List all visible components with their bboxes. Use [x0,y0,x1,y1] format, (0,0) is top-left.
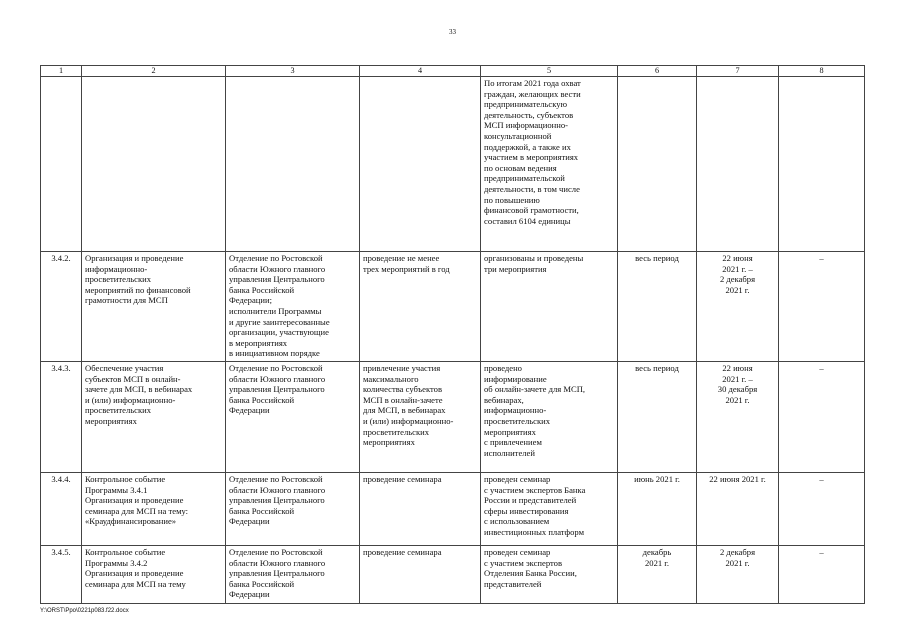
notes-cell: – [779,252,865,362]
notes-cell: – [779,362,865,473]
actual-period-cell: 22 июня 2021 г. – 30 декабря 2021 г. [697,362,779,473]
table-row [41,77,865,252]
planned-period-cell: весь период [618,362,697,473]
row-number: 3.4.3. [41,362,82,473]
event-name-cell: Обеспечение участия субъектов МСП в онлайн- зачете для МСП, в вебинарах и (или) информационно- просветительских мероприятиях [82,362,226,473]
notes-cell: – [779,546,865,604]
expected-result-cell: проведение семинара [360,473,481,546]
column-header: 5 [481,66,618,77]
actual-result-cell: организованы и проведены три мероприятия [481,252,618,362]
page-number: 33 [449,28,456,36]
actual-period-cell: 22 июня 2021 г. [697,473,779,546]
executor-cell: Отделение по Ростовской области Южного главного управления Центрального банка Российской Федерации [226,362,360,473]
executor-cell: Отделение по Ростовской области Южного главного управления Центрального банка Российской Федерации; исполнители Программы и другие заинтересованные организации, участвующие в мероприятиях в инициативном порядке [226,252,360,362]
row-number: 3.4.4. [41,473,82,546]
table-row [41,546,865,604]
header-row [41,66,865,77]
row-number [41,77,82,252]
expected-result-cell: привлечение участия максимального количества субъектов МСП в онлайн-зачете для МСП, в вебинарах и (или) информационно- просветительских мероприятиях [360,362,481,473]
notes-cell [779,77,865,252]
row-number: 3.4.2. [41,252,82,362]
actual-result-cell: проведен семинар с участием экспертов Банка России и представителей сферы инвестирования с использованием инвестиционных платформ [481,473,618,546]
actual-period-cell: 2 декабря 2021 г. [697,546,779,604]
expected-result-cell: проведение не менее трех мероприятий в год [360,252,481,362]
executor-cell: Отделение по Ростовской области Южного главного управления Центрального банка Российской Федерации [226,473,360,546]
file-path-footer: Y:\ORST\Ppo\0221p083.f22.docx [40,608,129,614]
actual-period-cell [697,77,779,252]
event-name-cell: Контрольное событие Программы 3.4.1 Организация и проведение семинара для МСП на тему: «Краудфинансирование» [82,473,226,546]
column-header: 2 [82,66,226,77]
program-table [40,65,865,604]
notes-cell: – [779,473,865,546]
actual-result-cell: По итогам 2021 года охват граждан, желающих вести предпринимательскую деятельность, субъектов МСП информационно- консультационной поддержкой, а также их участием в мероприятиях по основам ведения предпринимательской деятельности, в том числе по повышению финансовой грамотности, составил 6104 единицы [481,77,618,252]
column-header: 8 [779,66,865,77]
table-row [41,252,865,362]
executor-cell: Отделение по Ростовской области Южного главного управления Центрального банка Российской Федерации [226,546,360,604]
planned-period-cell: июнь 2021 г. [618,473,697,546]
actual-result-cell: проведен семинар с участием экспертов Отделения Банка России, представителей [481,546,618,604]
planned-period-cell: декабрь 2021 г. [618,546,697,604]
table-row [41,362,865,473]
planned-period-cell: весь период [618,252,697,362]
column-header: 3 [226,66,360,77]
event-name-cell [82,77,226,252]
row-number: 3.4.5. [41,546,82,604]
expected-result-cell: проведение семинара [360,546,481,604]
event-name-cell: Контрольное событие Программы 3.4.2 Организация и проведение семинара для МСП на тему [82,546,226,604]
table-row [41,473,865,546]
actual-result-cell: проведено информирование об онлайн-зачете для МСП, вебинарах, информационно- просветительских мероприятиях с привлечением исполнителей [481,362,618,473]
column-header: 6 [618,66,697,77]
column-header: 1 [41,66,82,77]
column-header: 4 [360,66,481,77]
planned-period-cell [618,77,697,252]
column-header: 7 [697,66,779,77]
executor-cell [226,77,360,252]
event-name-cell: Организация и проведение информационно- просветительских мероприятий по финансовой грамотности для МСП [82,252,226,362]
expected-result-cell [360,77,481,252]
actual-period-cell: 22 июня 2021 г. – 2 декабря 2021 г. [697,252,779,362]
